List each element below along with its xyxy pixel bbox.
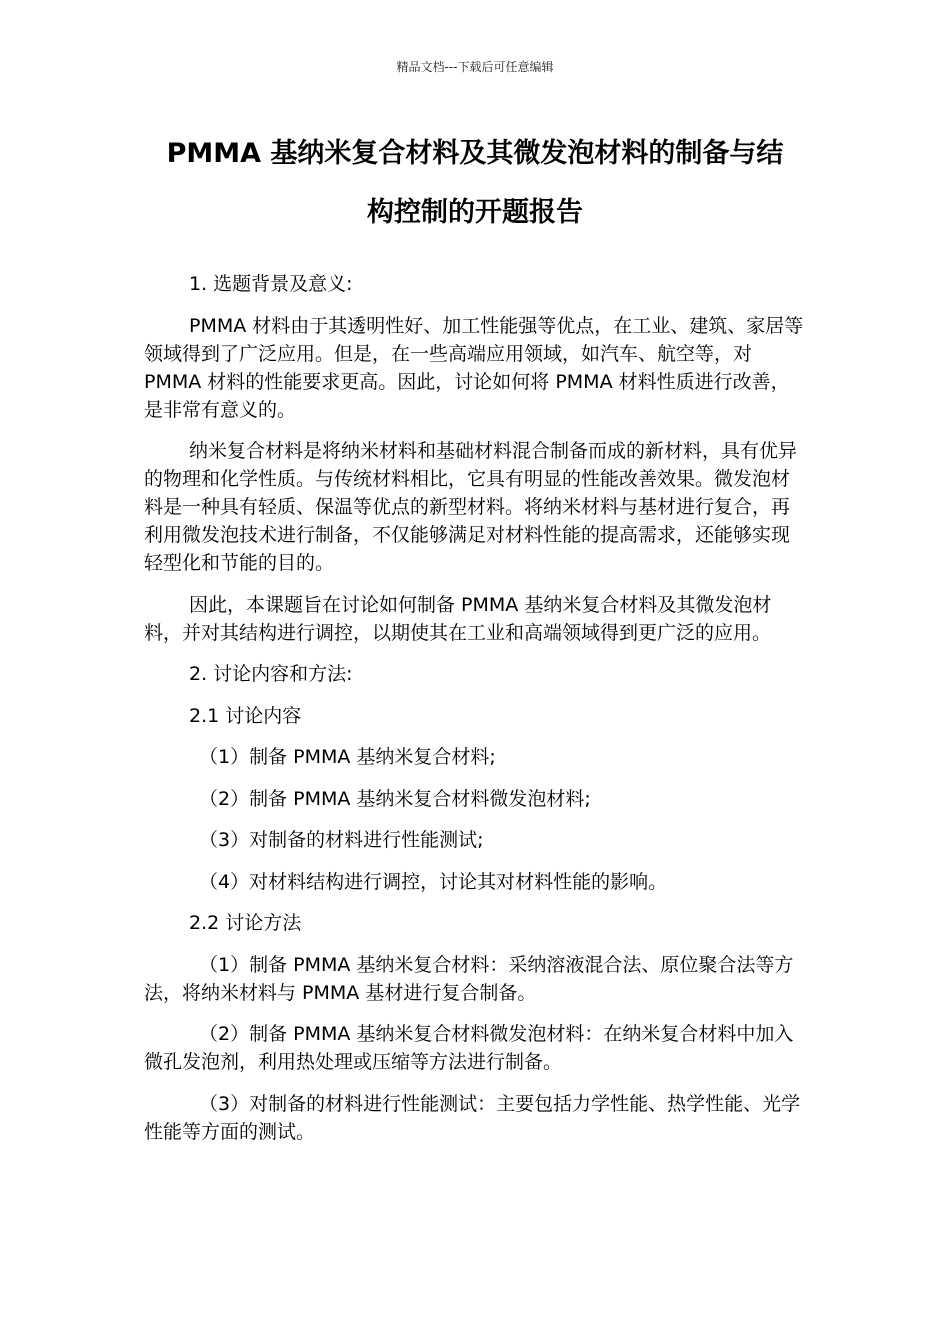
paragraph: PMMA 材料由于其透明性好、加工性能强等优点，在工业、建筑、家居等领域得到了广泛应用。但是，在一些高端应用领域，如汽车、航空等，对 PMMA 材料的性能要求更高。因此，讨论如何将 PMMA 材料性质进行改善，是非常有意义的。 — [144, 314, 804, 421]
list-item: （2）制备 PMMA 基纳米复合材料微发泡材料; — [199, 787, 591, 810]
paragraph: 因此，本课题旨在讨论如何制备 PMMA 基纳米复合材料及其微发泡材料，并对其结构进行调控，以期使其在工业和高端领域得到更广泛的应用。 — [144, 593, 772, 644]
section-2-1-heading: 2.1 讨论内容 — [189, 704, 302, 727]
list-item: （2）制备 PMMA 基纳米复合材料微发泡材料：在纳米复合材料中加入微孔发泡剂，利用热处理或压缩等方法进行制备。 — [144, 1023, 794, 1073]
document-title-line-1: PMMA 基纳米复合材料及其微发泡材料的制备与结 — [166, 138, 784, 169]
list-item: （3）对制备的材料进行性能测试：主要包括力学性能、热学性能、光学性能等方面的测试。 — [144, 1092, 801, 1143]
list-item: （3）对制备的材料进行性能测试; — [199, 829, 484, 851]
header-note: 精品文档---下载后可任意编辑 — [396, 60, 554, 74]
paragraph: 纳米复合材料是将纳米材料和基础材料混合制备而成的新材料，具有优异的物理和化学性质。与传统材料相比，它具有明显的性能改善效果。微发泡材料是一种具有轻质、保温等优点的新型材料。将纳米材料与基材进行复合，再利用微发泡技术进行制备，不仅能够满足对材料性能的提高需求，还能够实现轻型化和节能的目的。 — [144, 440, 798, 574]
document-title-line-2: 构控制的开题报告 — [367, 197, 583, 228]
list-item: （4）对材料结构进行调控，讨论其对材料性能的影响。 — [199, 870, 668, 893]
document-body — [144, 270, 806, 1159]
section-2-heading: 2. 讨论内容和方法: — [189, 663, 353, 685]
section-2-2-heading: 2.2 讨论方法 — [189, 912, 302, 934]
list-item: （1）制备 PMMA 基纳米复合材料：采纳溶液混合法、原位聚合法等方法，将纳米材料与 PMMA 基材进行复合制备。 — [144, 953, 794, 1004]
section-1-heading: 1. 选题背景及意义: — [189, 273, 353, 295]
list-item: （1）制备 PMMA 基纳米复合材料; — [199, 746, 496, 768]
